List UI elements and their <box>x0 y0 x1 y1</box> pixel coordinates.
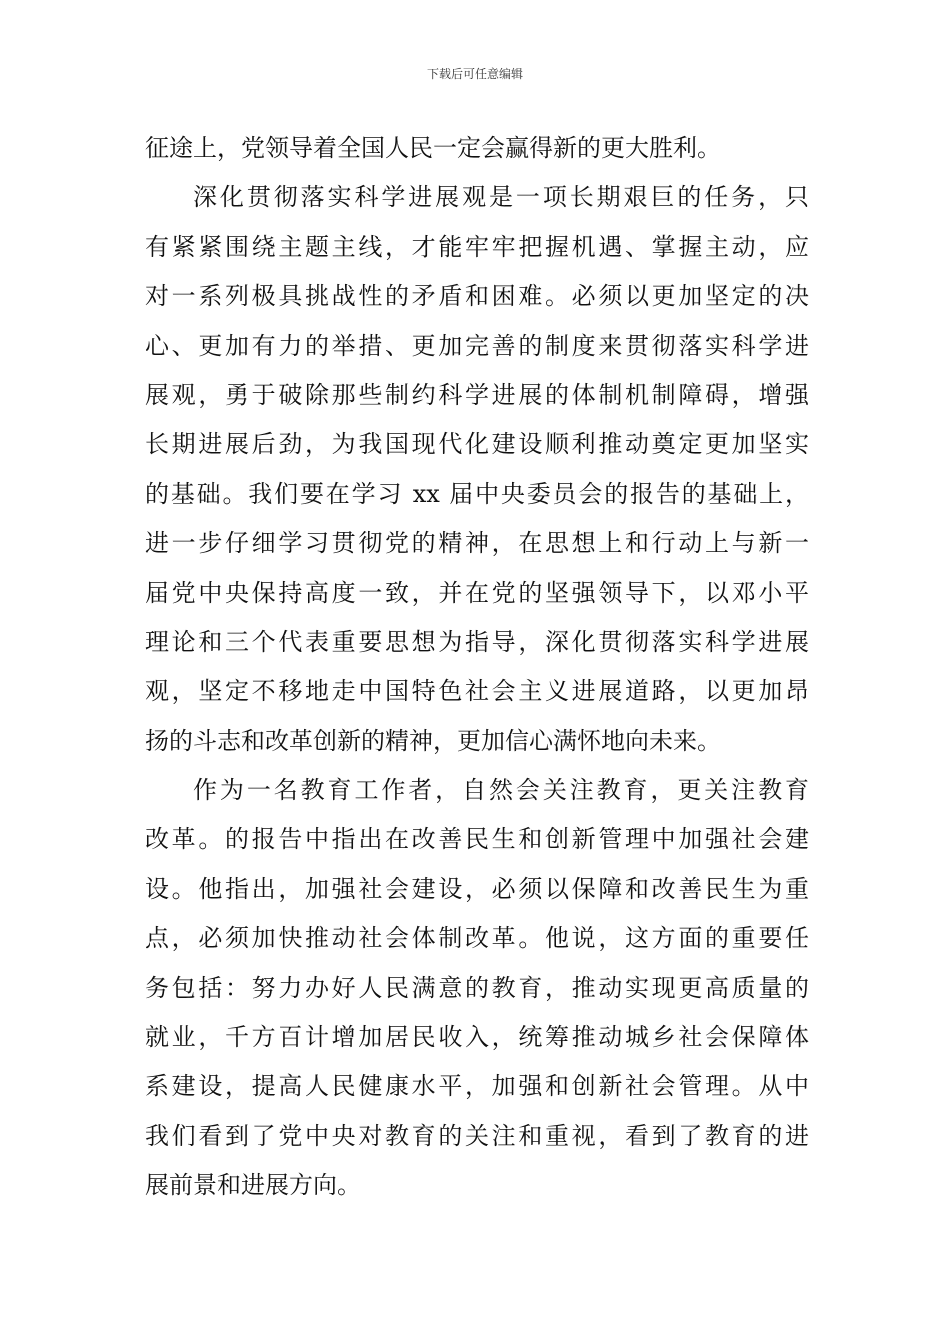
paragraph-line: 展观，勇于破除那些制约科学进展的体制机制障碍，增强 <box>145 380 809 409</box>
paragraph-line: 就业，千方百计增加居民收入，统筹推动城乡社会保障体 <box>145 1023 809 1052</box>
paragraph-line: 对一系列极具挑战性的矛盾和困难。必须以更加坚定的决 <box>145 282 809 311</box>
paragraph-line: 理论和三个代表重要思想为指导，深化贯彻落实科学进展 <box>145 627 809 656</box>
paragraph-line: 观，坚定不移地走中国特色社会主义进展道路，以更加昂 <box>145 677 809 706</box>
paragraph-line: 务包括：努力办好人民满意的教育，推动实现更高质量的 <box>145 973 809 1002</box>
paragraph-line: 心、更加有力的举措、更加完善的制度来贯彻落实科学进 <box>145 331 809 360</box>
paragraph-line: 设。他指出，加强社会建设，必须以保障和改善民生为重 <box>145 874 809 903</box>
paragraph-line: 进一步仔细学习贯彻党的精神，在思想上和行动上与新一 <box>145 529 809 558</box>
paragraph-line: 展前景和进展方向。 <box>145 1171 361 1200</box>
paragraph-line: 届党中央保持高度一致，并在党的坚强领导下，以邓小平 <box>145 578 809 607</box>
paragraph-line: 长期进展后劲，为我国现代化建设顺利推动奠定更加坚实 <box>145 430 809 459</box>
paragraph-line: 点，必须加快推动社会体制改革。他说，这方面的重要任 <box>145 924 809 953</box>
paragraph <box>145 124 809 173</box>
paragraph-line: 作为一名教育工作者，自然会关注教育，更关注教育 <box>193 776 809 805</box>
page-header: 下载后可任意编辑 <box>426 67 523 81</box>
paragraph-line: 我们看到了党中央对教育的关注和重视，看到了教育的进 <box>145 1121 809 1150</box>
paragraph-line: 有紧紧围绕主题主线，才能牢牢把握机遇、掌握主动，应 <box>145 232 809 261</box>
paragraph-line: 系建设，提高人民健康水平，加强和创新社会管理。从中 <box>145 1072 809 1101</box>
paragraph <box>145 173 809 766</box>
paragraph-line: 改革。的报告中指出在改善民生和创新管理中加强社会建 <box>145 825 809 854</box>
paragraph-line: 深化贯彻落实科学进展观是一项长期艰巨的任务，只 <box>193 183 809 212</box>
paragraph <box>145 766 809 1211</box>
paragraph-line: 扬的斗志和改革创新的精神，更加信心满怀地向未来。 <box>145 726 721 755</box>
document-body <box>145 124 809 1211</box>
paragraph-line: 征途上，党领导着全国人民一定会赢得新的更大胜利。 <box>145 134 721 162</box>
paragraph-line: 的基础。我们要在学习 xx 届中央委员会的报告的基础上， <box>145 479 809 508</box>
